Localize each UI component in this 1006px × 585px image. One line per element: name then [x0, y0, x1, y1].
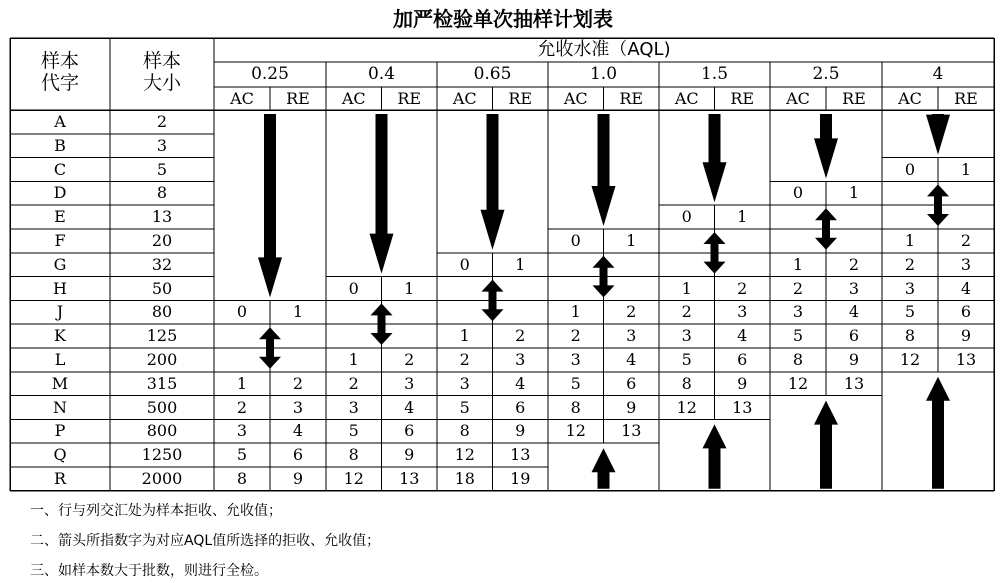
re-value: 6 [292, 445, 304, 465]
sample-code-J: J [56, 302, 64, 322]
sample-size-M: 315 [146, 373, 178, 393]
ac-value: 5 [348, 421, 359, 441]
re-value: 1 [737, 207, 748, 227]
re-value: 1 [626, 231, 637, 250]
page-title: 加严检验单次抽样计划表 [393, 7, 613, 31]
re-value: 2 [626, 302, 637, 322]
re-value: 4 [848, 302, 860, 322]
ac-value: 1 [681, 278, 692, 298]
sample-code-R: R [53, 469, 67, 488]
sample-size-header-line2: 大小 [142, 72, 181, 94]
re-value: 4 [737, 326, 748, 346]
ac-value: 8 [348, 445, 359, 465]
sample-code-L: L [54, 350, 66, 369]
re-value: 9 [737, 373, 748, 393]
ac-value: 0 [459, 254, 470, 274]
re-value: 6 [848, 326, 860, 346]
ac-value: 1 [348, 350, 359, 369]
aql-level-7: 4 [932, 64, 944, 84]
re-header: RE [730, 89, 755, 108]
aql-level-5: 1.5 [700, 64, 729, 84]
re-value: 9 [848, 350, 860, 369]
ac-value: 8 [459, 421, 470, 441]
re-value: 9 [960, 326, 972, 346]
ac-value: 12 [343, 469, 364, 488]
re-value: 9 [626, 397, 637, 417]
aql-level-1: 0.25 [251, 64, 289, 84]
note-1: 一、行与列交汇处为样本拒收、允收值； [30, 503, 282, 519]
ac-value: 2 [570, 326, 581, 346]
re-value: 13 [843, 373, 865, 393]
ac-value: 8 [904, 326, 916, 346]
ac-value: 8 [570, 397, 581, 417]
sample-code-E: E [54, 207, 66, 227]
re-value: 13 [510, 445, 531, 465]
re-value: 13 [955, 350, 977, 369]
note-2: 二、箭头所指数字为对应AQL值所选择的拒收、允收值； [30, 533, 381, 549]
sample-size-P: 800 [146, 421, 178, 441]
sample-code-G: G [53, 254, 67, 274]
sample-size-F: 20 [151, 231, 173, 250]
sample-code-H: H [53, 278, 67, 298]
aql-level-2: 0.4 [367, 64, 396, 84]
sample-size-Q: 1250 [141, 445, 183, 465]
ac-header: AC [341, 89, 366, 108]
re-value: 9 [404, 445, 415, 465]
re-value: 4 [515, 373, 526, 393]
re-value: 1 [292, 302, 304, 322]
ac-header: AC [563, 89, 588, 108]
re-value: 3 [404, 373, 415, 393]
re-value: 3 [292, 397, 304, 417]
ac-value: 1 [236, 373, 248, 393]
up-arrow-icon [592, 448, 616, 489]
down-arrow-icon [481, 114, 505, 250]
re-value: 4 [292, 421, 304, 441]
down-arrow-icon [370, 114, 394, 274]
ac-value: 0 [236, 302, 248, 322]
sample-code-N: N [53, 397, 67, 417]
re-value: 3 [960, 254, 972, 274]
ac-value: 12 [787, 373, 809, 393]
up-arrow-icon [703, 424, 727, 488]
ac-value: 8 [236, 469, 248, 488]
ac-value: 0 [904, 159, 916, 179]
re-value: 2 [292, 373, 304, 393]
re-value: 13 [621, 421, 642, 441]
sample-size-D: 8 [156, 183, 168, 203]
aql-level-6: 2.5 [812, 64, 840, 84]
ac-header: AC [230, 89, 254, 108]
ac-value: 12 [676, 397, 697, 417]
up-arrow-icon [814, 401, 838, 489]
re-value: 1 [960, 159, 972, 179]
down-arrow-icon [814, 114, 838, 178]
sample-code-D: D [53, 183, 67, 203]
re-value: 6 [960, 302, 972, 322]
sample-code-A: A [54, 112, 66, 131]
sample-size-E: 13 [151, 207, 173, 227]
sample-code-header-line1: 样本 [40, 50, 79, 72]
sample-size-R: 2000 [141, 469, 183, 488]
ac-value: 2 [904, 254, 916, 274]
ac-value: 5 [459, 397, 470, 417]
re-value: 2 [404, 350, 415, 369]
sample-code-header-line2: 代字 [40, 72, 79, 94]
re-value: 19 [510, 469, 531, 488]
ac-value: 8 [792, 350, 804, 369]
note-3: 三、如样本数大于批数，则进行全检。 [30, 563, 268, 579]
ac-value: 0 [792, 183, 804, 203]
re-value: 2 [960, 231, 972, 250]
aql-level-4: 1.0 [589, 64, 618, 84]
sample-code-C: C [53, 159, 67, 179]
ac-value: 2 [459, 350, 470, 369]
re-value: 4 [626, 350, 637, 369]
re-header: RE [619, 89, 644, 108]
down-arrow-icon [258, 114, 282, 297]
ac-value: 5 [792, 326, 804, 346]
ac-value: 1 [904, 231, 916, 250]
ac-value: 12 [565, 421, 586, 441]
sample-size-H: 50 [151, 278, 173, 298]
sample-code-P: P [54, 421, 66, 441]
sample-size-K: 125 [146, 326, 178, 346]
re-value: 1 [848, 183, 860, 203]
ac-value: 0 [348, 278, 359, 298]
re-value: 13 [732, 397, 753, 417]
sample-size-N: 500 [146, 397, 178, 417]
ac-value: 8 [681, 373, 692, 393]
aql-level-3: 0.65 [473, 64, 512, 84]
aql-header: 允收水准（AQL) [537, 39, 671, 60]
ac-header: AC [786, 89, 810, 108]
sample-size-J: 80 [151, 302, 173, 322]
ac-value: 0 [681, 207, 692, 227]
sample-size-L: 200 [146, 350, 178, 369]
ac-value: 12 [899, 350, 921, 369]
ac-value: 3 [570, 350, 581, 369]
re-header: RE [954, 89, 978, 108]
ac-value: 3 [348, 397, 359, 417]
re-value: 13 [399, 469, 420, 488]
re-value: 2 [515, 326, 526, 346]
ac-value: 12 [454, 445, 475, 465]
ac-value: 1 [459, 326, 470, 346]
ac-value: 2 [348, 373, 359, 393]
ac-value: 3 [904, 278, 916, 298]
sample-size-header-line1: 样本 [142, 50, 181, 72]
re-value: 1 [515, 254, 526, 274]
re-value: 6 [737, 350, 748, 369]
re-header: RE [508, 89, 533, 108]
re-header: RE [842, 89, 866, 108]
ac-value: 3 [681, 326, 692, 346]
ac-value: 3 [792, 302, 804, 322]
re-header: RE [286, 89, 310, 108]
down-arrow-icon [926, 114, 950, 155]
ac-value: 5 [681, 350, 692, 369]
ac-value: 1 [792, 254, 804, 274]
sample-code-header [10, 38, 110, 110]
sample-size-C: 5 [156, 159, 168, 179]
re-value: 9 [292, 469, 304, 488]
re-value: 1 [404, 278, 415, 298]
sample-code-M: M [51, 373, 69, 393]
sample-size-B: 3 [156, 135, 168, 155]
re-value: 9 [515, 421, 526, 441]
ac-value: 2 [792, 278, 804, 298]
re-value: 2 [737, 278, 748, 298]
ac-value: 0 [570, 231, 581, 250]
ac-value: 2 [236, 397, 248, 417]
sample-code-Q: Q [53, 445, 67, 465]
sample-size-G: 32 [151, 254, 173, 274]
re-value: 6 [404, 421, 415, 441]
ac-header: AC [898, 89, 922, 108]
ac-value: 5 [236, 445, 248, 465]
sample-code-F: F [54, 231, 66, 250]
ac-value: 1 [570, 302, 581, 322]
sample-code-B: B [54, 135, 66, 155]
re-value: 3 [737, 302, 748, 322]
ac-value: 5 [570, 373, 581, 393]
sample-size-A: 2 [156, 112, 168, 131]
ac-header: AC [674, 89, 699, 108]
ac-value: 3 [459, 373, 470, 393]
down-arrow-icon [703, 114, 727, 202]
ac-value: 3 [236, 421, 248, 441]
re-value: 2 [848, 254, 860, 274]
re-value: 4 [404, 397, 415, 417]
re-value: 3 [515, 350, 526, 369]
re-value: 3 [626, 326, 637, 346]
ac-header: AC [452, 89, 477, 108]
ac-value: 2 [681, 302, 692, 322]
ac-value: 5 [904, 302, 916, 322]
re-header: RE [397, 89, 422, 108]
up-arrow-icon [926, 377, 950, 489]
re-value: 4 [960, 278, 972, 298]
ac-value: 18 [454, 469, 475, 488]
re-value: 3 [848, 278, 860, 298]
down-arrow-icon [592, 114, 616, 226]
sample-code-K: K [54, 326, 66, 346]
re-value: 6 [515, 397, 526, 417]
re-value: 6 [626, 373, 637, 393]
sample-size-header [110, 38, 214, 110]
